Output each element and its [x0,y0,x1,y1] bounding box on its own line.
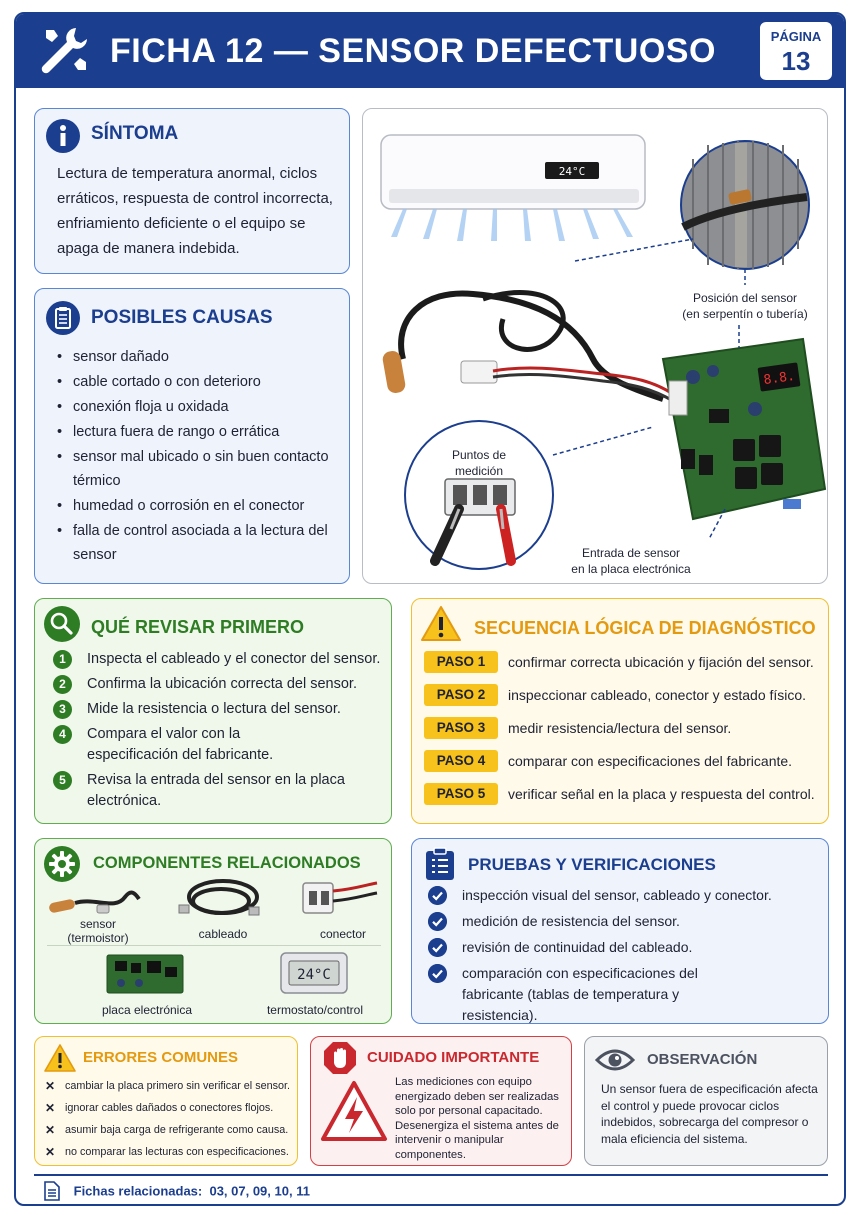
cable-component-image [179,881,259,915]
list-item: ✕ no comparar las lecturas con especificaciones. [45,1145,289,1159]
errores-card [34,1036,298,1166]
component-label-sensor: sensor (termoistor) [67,917,129,945]
causas-title: POSIBLES CAUSAS [91,307,273,328]
sensor-illustration [362,108,828,584]
clipboard-icon [45,300,81,336]
warning-icon [43,1043,77,1073]
coil-zoom-image [681,141,809,269]
page-title: FICHA 12 — SENSOR DEFECTUOSO [110,32,716,70]
page-number: 13 [781,46,811,76]
errores-list [45,1079,295,1167]
header-bar [16,14,844,88]
ac-display-text: 24°C [558,165,586,178]
page-number-box [758,20,834,82]
list-item: medición de resistencia del sensor. [426,911,822,932]
list-item: • sensor mal ubicado o sin buen contacto térmico [57,445,337,493]
pruebas-card [411,838,829,1024]
secuencia-steps [424,649,824,814]
sintoma-text: Lectura de temperatura anormal, ciclos erráticos, respuesta de control incorrecta, enfriamiento deficiente o el equipo se apaga de manera indebida. [57,165,333,257]
footer-related [44,1181,310,1201]
pcb-display-text: 8.8. [762,368,796,389]
revisar-title: QUÉ REVISAR PRIMERO [91,617,305,637]
callout-board-input-2: en la placa electrónica [571,562,691,576]
info-icon [45,118,81,154]
secuencia-card [411,598,829,824]
sintoma-card [34,108,350,274]
list-item: • falla de control asociada a la lectura del sensor [57,519,337,567]
pcb-board-image [663,339,825,519]
ac-unit-image [381,135,645,241]
list-item: • sensor dañado [57,345,337,369]
document-icon [44,1181,60,1201]
check-icon [428,886,447,905]
pruebas-title: PRUEBAS Y VERIFICACIONES [468,855,716,874]
divider [47,945,381,946]
check-icon [428,964,447,983]
list-item: ✕ ignorar cables dañados o conectores flojos. [45,1101,274,1115]
observacion-title: OBSERVACIÓN [647,1051,758,1068]
errores-title: ERRORES COMUNES [83,1049,239,1066]
secuencia-title: SECUENCIA LÓGICA DE DIAGNÓSTICO [474,618,816,638]
sensor-component-image [48,893,139,914]
list-item: • cable cortado o con deterioro [57,370,337,394]
thermostat-component-image [281,953,347,993]
causas-list [57,345,337,568]
checklist-icon [424,847,456,881]
pruebas-list [426,885,822,1031]
check-icon [428,938,447,957]
list-item: ✕ cambiar la placa primero sin verificar el sensor. [45,1079,291,1093]
stop-hand-icon [323,1041,357,1075]
list-item: 1 Inspecta el cableado y el conector del sensor. [49,649,385,670]
list-item: inspección visual del sensor, cableado y conector. [426,885,822,906]
observacion-text: Un sensor fuera de especificación afecta el control y puede provocar ciclos indebidos, sobrecarga del compresor o mala eficiencia del sistema. [601,1082,818,1146]
check-icon [428,912,447,931]
sensor-cable-image [381,293,673,401]
search-icon [43,605,81,643]
list-item: PASO 5 verificar señal en la placa y respuesta del control. [424,781,824,814]
tools-icon [36,24,92,80]
list-item: 3 Mide la resistencia o lectura del sensor. [49,699,385,720]
sintoma-title: SÍNTOMA [91,123,179,144]
list-item: PASO 3 medir resistencia/lectura del sensor. [424,715,824,748]
list-item: 4 Compara el valor con la especificación del fabricante. [49,724,309,766]
callout-measure-2: medición [454,464,504,478]
revisar-card [34,598,392,824]
thermostat-display-text: 24°C [297,967,331,983]
cuidado-title: CUIDADO IMPORTANTE [367,1049,540,1066]
warning-icon [420,605,462,643]
callout-sensor-position-2: (en serpentín o tubería) [682,307,808,321]
callout-measure-1: Puntos de [451,448,507,462]
list-item: ✕ asumir baja carga de refrigerante como causa. [45,1123,289,1137]
component-label-connector: conector [319,927,367,941]
pcb-component-image [107,955,183,993]
observacion-card [584,1036,828,1166]
measurement-zoom-image [405,421,553,569]
callout-sensor-position-1: Posición del sensor [692,291,798,305]
illustration-graphic [363,109,829,585]
cuidado-text: Las mediciones con equipo energizado deben ser realizadas solo por personal capacitado. Desenergiza el sistema antes de intervenir o manipular componentes. [395,1076,559,1161]
list-item: PASO 4 comparar con especificaciones del fabricante. [424,748,824,781]
component-label-thermostat: termostato/control [266,1003,364,1017]
list-item: • humedad o corrosión en el conector [57,494,337,518]
page-label: PÁGINA [770,29,822,44]
causas-card [34,288,350,584]
callout-board-input-1: Entrada de sensor [581,546,681,560]
list-item: • lectura fuera de rango o errática [57,420,337,444]
eye-icon [595,1045,635,1075]
list-item: 2 Confirma la ubicación correcta del sensor. [49,674,385,695]
cuidado-card [310,1036,572,1166]
revisar-steps [49,649,385,816]
component-label-cable: cableado [198,927,248,941]
list-item: comparación con especificaciones del fabricante (tablas de temperatura y resistencia). [426,963,756,1026]
componentes-title: COMPONENTES RELACIONADOS [93,854,361,872]
footer-divider [34,1174,828,1176]
related-sheets-link[interactable]: Fichas relacionadas: 03, 07, 09, 10, 11 [73,1183,310,1199]
list-item: revisión de continuidad del cableado. [426,937,822,958]
connector-component-image [303,883,377,913]
list-item: PASO 2 inspeccionar cableado, conector y estado físico. [424,682,824,715]
list-item: • conexión floja u oxidada [57,395,337,419]
list-item: 5 Revisa la entrada del sensor en la placa electrónica. [49,770,349,812]
high-voltage-icon [319,1079,389,1145]
list-item: PASO 1 confirmar correcta ubicación y fijación del sensor. [424,649,824,682]
componentes-card [34,838,392,1024]
ficha-page [14,12,846,1206]
component-label-pcb: placa electrónica [101,1003,193,1017]
